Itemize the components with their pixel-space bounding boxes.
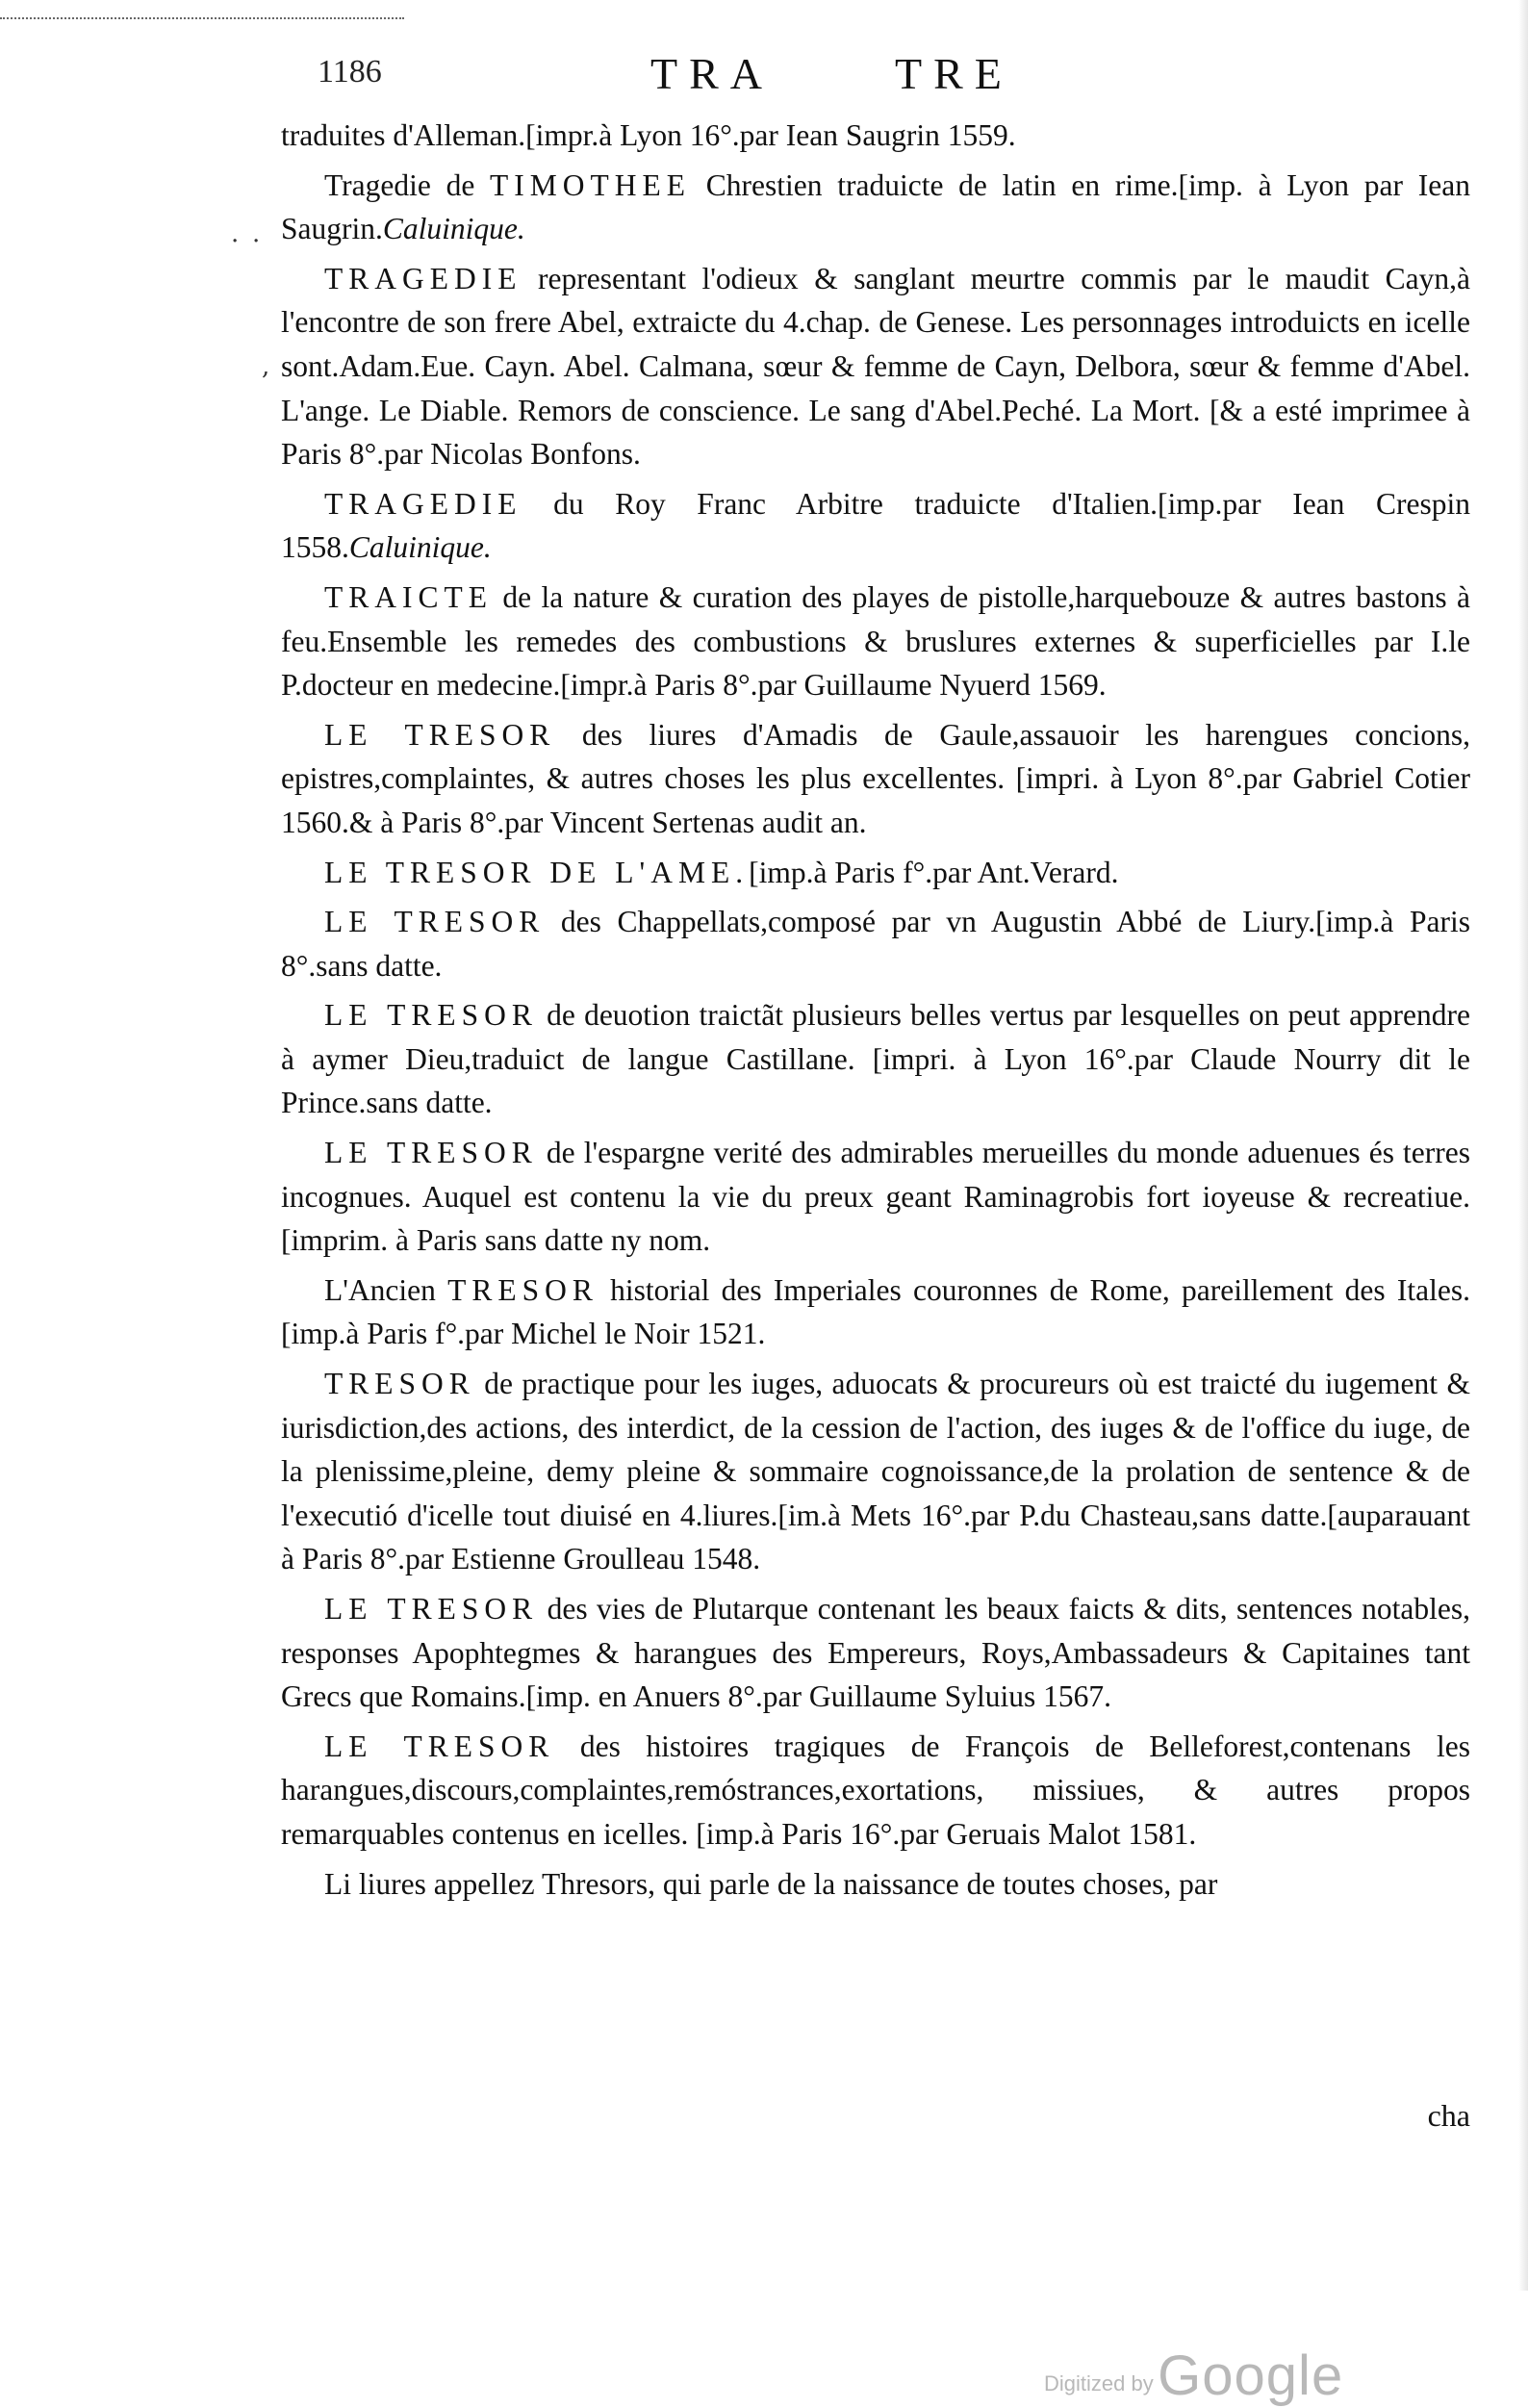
bibliography-entry (281, 482, 1470, 570)
entry-keyword: LE TRESOR (324, 905, 546, 939)
bibliography-entry (281, 576, 1470, 707)
entry-text: de deuotion traictãt plusieurs belles vertus par lesquelles on peut apprendre à aymer Dieu,traduict de langue Castillane. [impri. à Lyon 16°.par Claude Nourry dit le Prince.sans datte. (281, 998, 1470, 1120)
top-edge-rule (0, 17, 404, 19)
entry-keyword: TRESOR (447, 1272, 598, 1307)
bibliography-entry (281, 1862, 1470, 1907)
margin-dot: , (262, 352, 270, 381)
entry-text: [imp.à Paris f°.par Ant.Verard. (749, 855, 1119, 889)
margin-dot: . (231, 219, 240, 248)
entry-text: de la nature & curation des playes de pistolle,harquebouze & autres bastons à feu.Ensemble les remedes des combustions & bruslures externes & superficielles par I.le P.docteur en medecine.[impr.à Paris 8°.par Guillaume Nyuerd 1569. (281, 579, 1470, 703)
entry-text: de practique pour les iuges, aduocats & procureurs où est traicté du iugement & iurisdiction,des actions, des interdict, de la cession de l'action, des iuges & de l'office du iuge, de la plenissime,pleine, demy pleine & sommaire cognoissance,de la prolation de sentence & de l'executió d'icelle tout diuisé en 4.liures.[im.à Mets 16°.par P.du Chasteau,sans datte.[auparauant à Paris 8°.par Estienne Groulleau 1548. (281, 1367, 1470, 1576)
bibliography-entry (281, 1131, 1470, 1263)
entry-text: des histoires tragiques de François de Belleforest,contenans les harangues,discours,complaintes,remóstrances,exortations, missiues, & autres propos remarquables contenus en icelles. [imp.à Paris 16°.par Geruais Malot 1581. (281, 1729, 1470, 1851)
entry-lead: Li liures appellez Thresors, qui parle de la naissance de toutes choses, par (324, 1866, 1218, 1901)
entry-text: traduites d'Alleman.[impr.à Lyon 16°.par Iean Saugrin 1559. (281, 118, 1016, 152)
bibliography-entry (281, 114, 1470, 158)
page-number: 1186 (318, 54, 382, 90)
watermark-brand: Google (1158, 2344, 1344, 2407)
bibliography-entry (281, 713, 1470, 845)
entry-keyword: LE TRESOR (324, 998, 538, 1033)
entry-keyword: TIMOTHEE (490, 167, 692, 202)
bibliography-entry (281, 900, 1470, 987)
entry-text: des vies de Plutarque contenant les beaux faicts & dits, sentences notables, responses Apophtegmes & harangues des Empereurs, Roys,Ambassadeurs & Capitaines tant Grecs que Romains.[imp. en Anuers 8°.par Guillaume Syluius 1567. (281, 1592, 1471, 1714)
digitization-watermark (1044, 2344, 1343, 2408)
bibliography-entry (281, 1587, 1470, 1719)
entry-keyword: LE TRESOR (324, 1136, 538, 1170)
margin-dot: . (252, 219, 261, 248)
entry-keyword: LE TRESOR DE L'AME. (324, 855, 750, 889)
bibliography-entry (281, 851, 1470, 895)
bibliography-text (281, 114, 1470, 1906)
entry-note: Caluinique. (348, 530, 492, 565)
entry-lead: Tragedie de (324, 167, 491, 202)
bibliography-entry (281, 1725, 1470, 1857)
bibliography-entry (281, 993, 1470, 1125)
entry-text: du Roy Franc Arbitre traduicte d'Italien.[imp.par Iean Crespin 1558. (281, 486, 1470, 565)
running-head-left: TRA (650, 49, 774, 98)
entry-keyword: TRAICTE (324, 579, 493, 614)
entry-text: Chrestien traduicte de latin en rime.[imp. à Lyon par Iean Saugrin. (281, 167, 1470, 246)
entry-keyword: TRAGEDIE (324, 486, 522, 521)
entry-keyword: TRAGEDIE (324, 261, 522, 295)
entry-note: Caluinique. (382, 212, 525, 246)
bibliography-entry (281, 257, 1470, 476)
watermark-prefix: Digitized by (1044, 2371, 1154, 2395)
entry-text: des liures d'Amadis de Gaule,assauoir les harengues concions, epistres,complaintes, & autres choses les plus excellentes. [impri. à Lyon 8°.par Gabriel Cotier 1560.& à Paris 8°.par Vincent Sertenas audit an. (281, 717, 1470, 839)
entry-keyword: LE TRESOR (324, 717, 556, 752)
entry-text: des Chappellats,composé par vn Augustin Abbé de Liury.[imp.à Paris 8°.sans datte. (281, 905, 1471, 983)
bibliography-entry (281, 1362, 1470, 1581)
entry-keyword: LE TRESOR (324, 1592, 539, 1626)
page-edge-shadow (1518, 0, 1528, 2291)
bibliography-entry (281, 164, 1470, 251)
entry-text: historial des Imperiales couronnes de Rome, pareillement des Itales. [imp.à Paris f°.par Michel le Noir 1521. (281, 1272, 1470, 1351)
entry-keyword: LE TRESOR (324, 1729, 555, 1763)
entry-text: representant l'odieux & sanglant meurtre commis par le maudit Cayn,à l'encontre de son frere Abel, extraicte du 4.chap. de Genese. Les personnages introduicts en icelle sont.Adam.Eue. Cayn. Abel. Calmana, sœur & femme de Cayn, Delbora, sœur & femme d'Abel. L'ange. Le Diable. Remors de conscience. Le sang d'Abel.Peché. La Mort. [& a esté imprimee à Paris 8°.par Nicolas Bonfons. (281, 261, 1470, 472)
entry-text: de l'espargne verité des admirables merueilles du monde aduenues és terres incognues. Auquel est contenu la vie du preux geant Raminagrobis fort ioyeuse & recreatiue. [imprim. à Paris sans datte ny nom. (281, 1136, 1471, 1258)
page-header (318, 48, 1472, 115)
catchword: cha (1427, 2098, 1470, 2133)
entry-keyword: TRESOR (324, 1367, 475, 1401)
running-head-right: TRE (895, 49, 1013, 98)
entry-lead: L'Ancien (324, 1272, 448, 1307)
bibliography-entry (281, 1268, 1470, 1356)
